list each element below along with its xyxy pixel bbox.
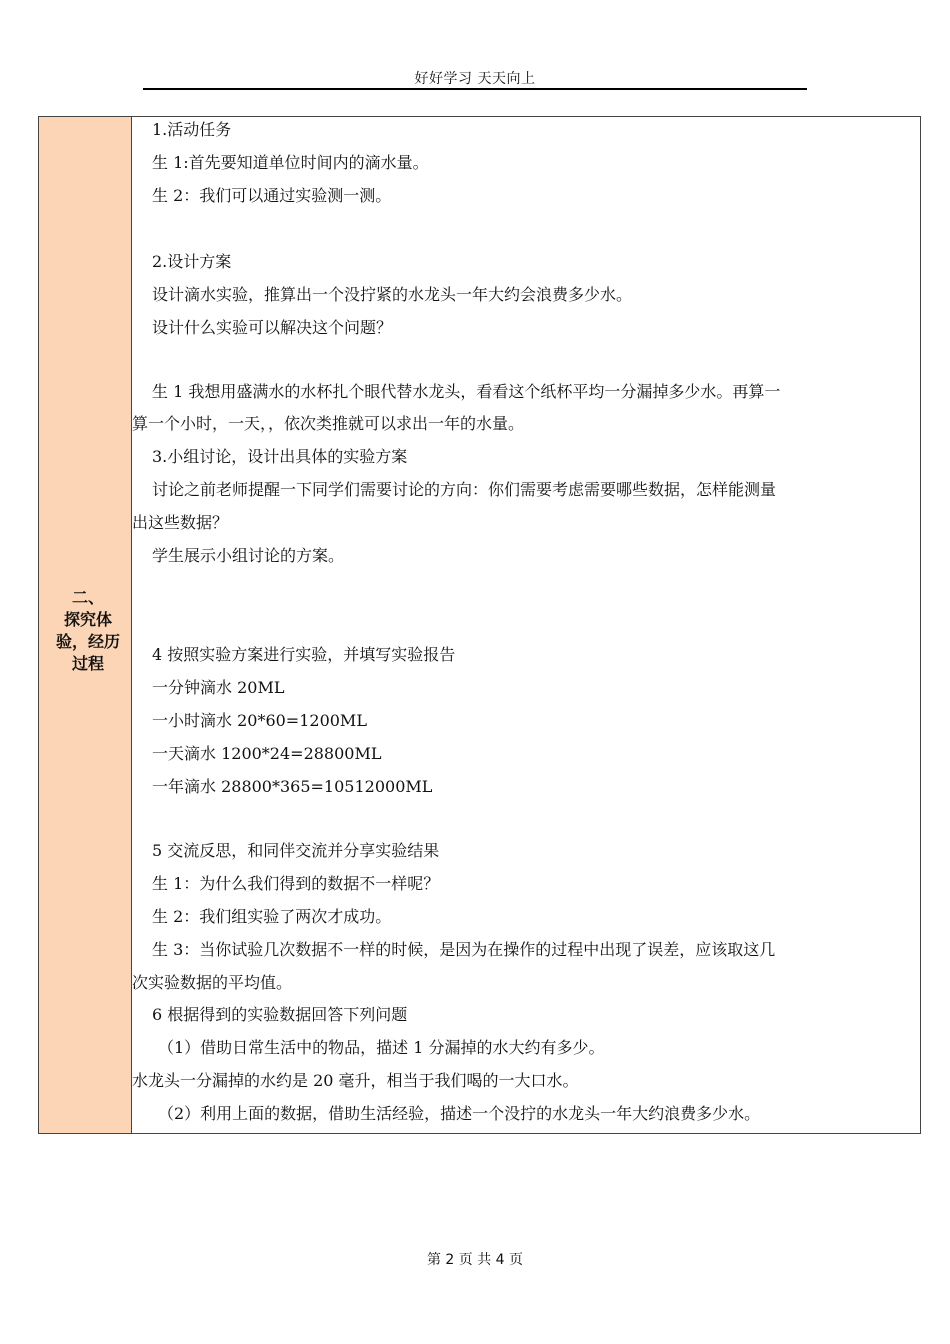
content-line: （1）借助日常生活中的物品，描述 1 分漏掉的水大约有多少。 [158,1038,605,1057]
lesson-table [38,116,921,1134]
section-title [56,587,120,675]
content-line: 水龙头一分漏掉的水约是 20 毫升，相当于我们喝的一大口水。 [132,1071,579,1090]
header-rule [143,88,807,90]
content-line: 生 2：我们可以通过实验测一测。 [152,186,392,205]
content-cell [132,117,920,1133]
content-line: 次实验数据的平均值。 [132,973,293,992]
page-footer: 第 2 页 共 4 页 [426,1252,524,1268]
content-line: 一小时滴水 20*60=1200ML [152,711,367,730]
content-line: 生 1:首先要知道单位时间内的滴水量。 [152,153,429,172]
content-line: 生 1：为什么我们得到的数据不一样呢？ [152,874,440,893]
content-line: 一分钟滴水 20ML [152,678,285,697]
section-title-line: 二、 [71,588,104,607]
content-line: 设计滴水实验，推算出一个没拧紧的水龙头一年大约会浪费多少水。 [152,285,633,304]
content-line: 2.设计方案 [152,252,232,271]
section-title-line: 探究体 [63,610,112,629]
content-line: 生 3：当你试验几次数据不一样的时候，是因为在操作的过程中出现了误差，应该取这几 [152,940,776,959]
page-header: 好好学习 天天向上 [414,71,536,87]
content-line: 4 按照实验方案进行实验，并填写实验报告 [152,645,456,664]
section-label-cell [39,117,132,1133]
content-line: 学生展示小组讨论的方案。 [152,546,345,565]
content-line: 5 交流反思，和同伴交流并分享实验结果 [152,841,440,860]
content-line: 6 根据得到的实验数据回答下列问题 [152,1005,408,1024]
content-line: 设计什么实验可以解决这个问题？ [152,318,393,337]
section-title-line: 验，经历 [55,632,120,651]
content-line: 一年滴水 28800*365=10512000ML [152,777,433,796]
content-line: （2）利用上面的数据，借助生活经验，描述一个没拧的水龙头一年大约浪费多少水。 [158,1104,761,1123]
content-line: 生 1 我想用盛满水的水杯扎个眼代替水龙头，看看这个纸杯平均一分漏掉多少水。再算一 [152,382,781,401]
content-line: 一天滴水 1200*24=28800ML [152,744,382,763]
content-line: 算一个小时，一天，，依次类推就可以求出一年的水量。 [132,414,525,433]
content-line: 生 2：我们组实验了两次才成功。 [152,907,392,926]
content-line: 3.小组讨论，设计出具体的实验方案 [152,447,408,466]
content-line: 讨论之前老师提醒一下同学们需要讨论的方向：你们需要考虑需要哪些数据，怎样能测量 [152,480,777,499]
section-title-line: 过程 [71,654,104,673]
content-line: 1.活动任务 [152,120,232,139]
content-line: 出这些数据？ [132,513,229,532]
